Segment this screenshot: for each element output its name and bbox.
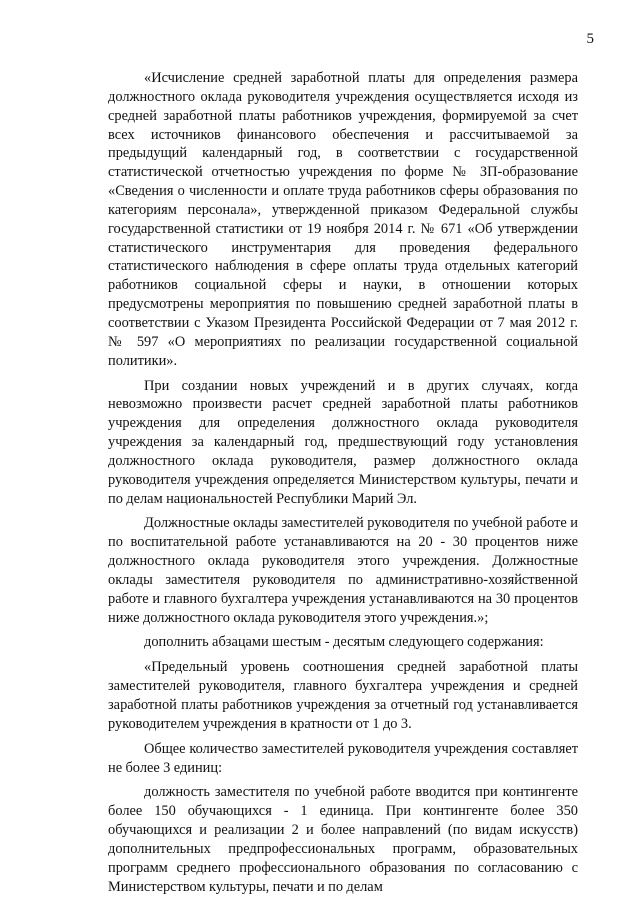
paragraph-6: Общее количество заместителей руководителя учреждения составляет не более 3 единиц: (108, 740, 578, 776)
paragraph-3: Должностные оклады заместителей руководителя по учебной работе и по воспитательной работе устанавливаются на 20 - 30 процентов ниже должностного оклада руководителя этого учреждения. Должностные оклады заместителя руководителя по административно-хозяйственной работе и главного бухгалтера учреждения устанавливаются на 30 процентов ниже должностного оклада руководителя этого учреждения.»; (108, 515, 578, 626)
paragraph-1: «Исчисление средней заработной платы для определения размера должностного оклада руководителя учреждения осуществляется исходя из средней заработной платы работников учреждения, формируемой за счет всех источников финансового обеспечения и рассчитываемой за предыдущий календарный год, в соответствии с государственной статистической отчетностью учреждения по форме № ЗП-образование «Сведения о численности и оплате труда работников сферы образования по категориям персонала», утвержденной приказом Федеральной службы государственной статистики от 19 ноября 2014 г. № 671 «Об утверждении статистического инструментария для проведения федерального статистического наблюдения в сфере оплаты труда отдельных категорий работников социальной сферы и науки, в отношении которых предусмотрены мероприятия по повышению средней заработной платы в соответствии с Указом Президента Российской Федерации от 7 мая 2012 г. № 597 «О мероприятиях по реализации государственной социальной политики». (108, 70, 578, 369)
page-number: 5 (586, 31, 594, 47)
paragraph-5: «Предельный уровень соотношения средней заработной платы заместителей руководителя, главного бухгалтера учреждения и средней заработной платы работников учреждения за отчетный год устанавливается руководителем учреждения в кратности от 1 до 3. (108, 659, 578, 732)
paragraph-2: При создании новых учреждений и в других случаях, когда невозможно произвести расчет средней заработной платы работников учреждения для определения должностного оклада руководителя учреждения за календарный год, предшествующий году установления должностного оклада руководителя, размер должностного оклада руководителя учреждения определяется Министерством культуры, печати и по делам национальностей Республики Марий Эл. (108, 377, 578, 507)
document-body (108, 69, 578, 902)
paragraph-7: должность заместителя по учебной работе вводится при контингенте более 150 обучающихся - 1 единица. При контингенте более 350 обучающихся и реализации 2 и более направлений (по видам искусств) дополнительных предпрофессиональных программ, образовательных программ среднего профессионального образования по согласованию с Министерством культуры, печати и по делам (108, 784, 578, 895)
paragraph-4: дополнить абзацами шестым - десятым следующего содержания: (144, 634, 544, 651)
